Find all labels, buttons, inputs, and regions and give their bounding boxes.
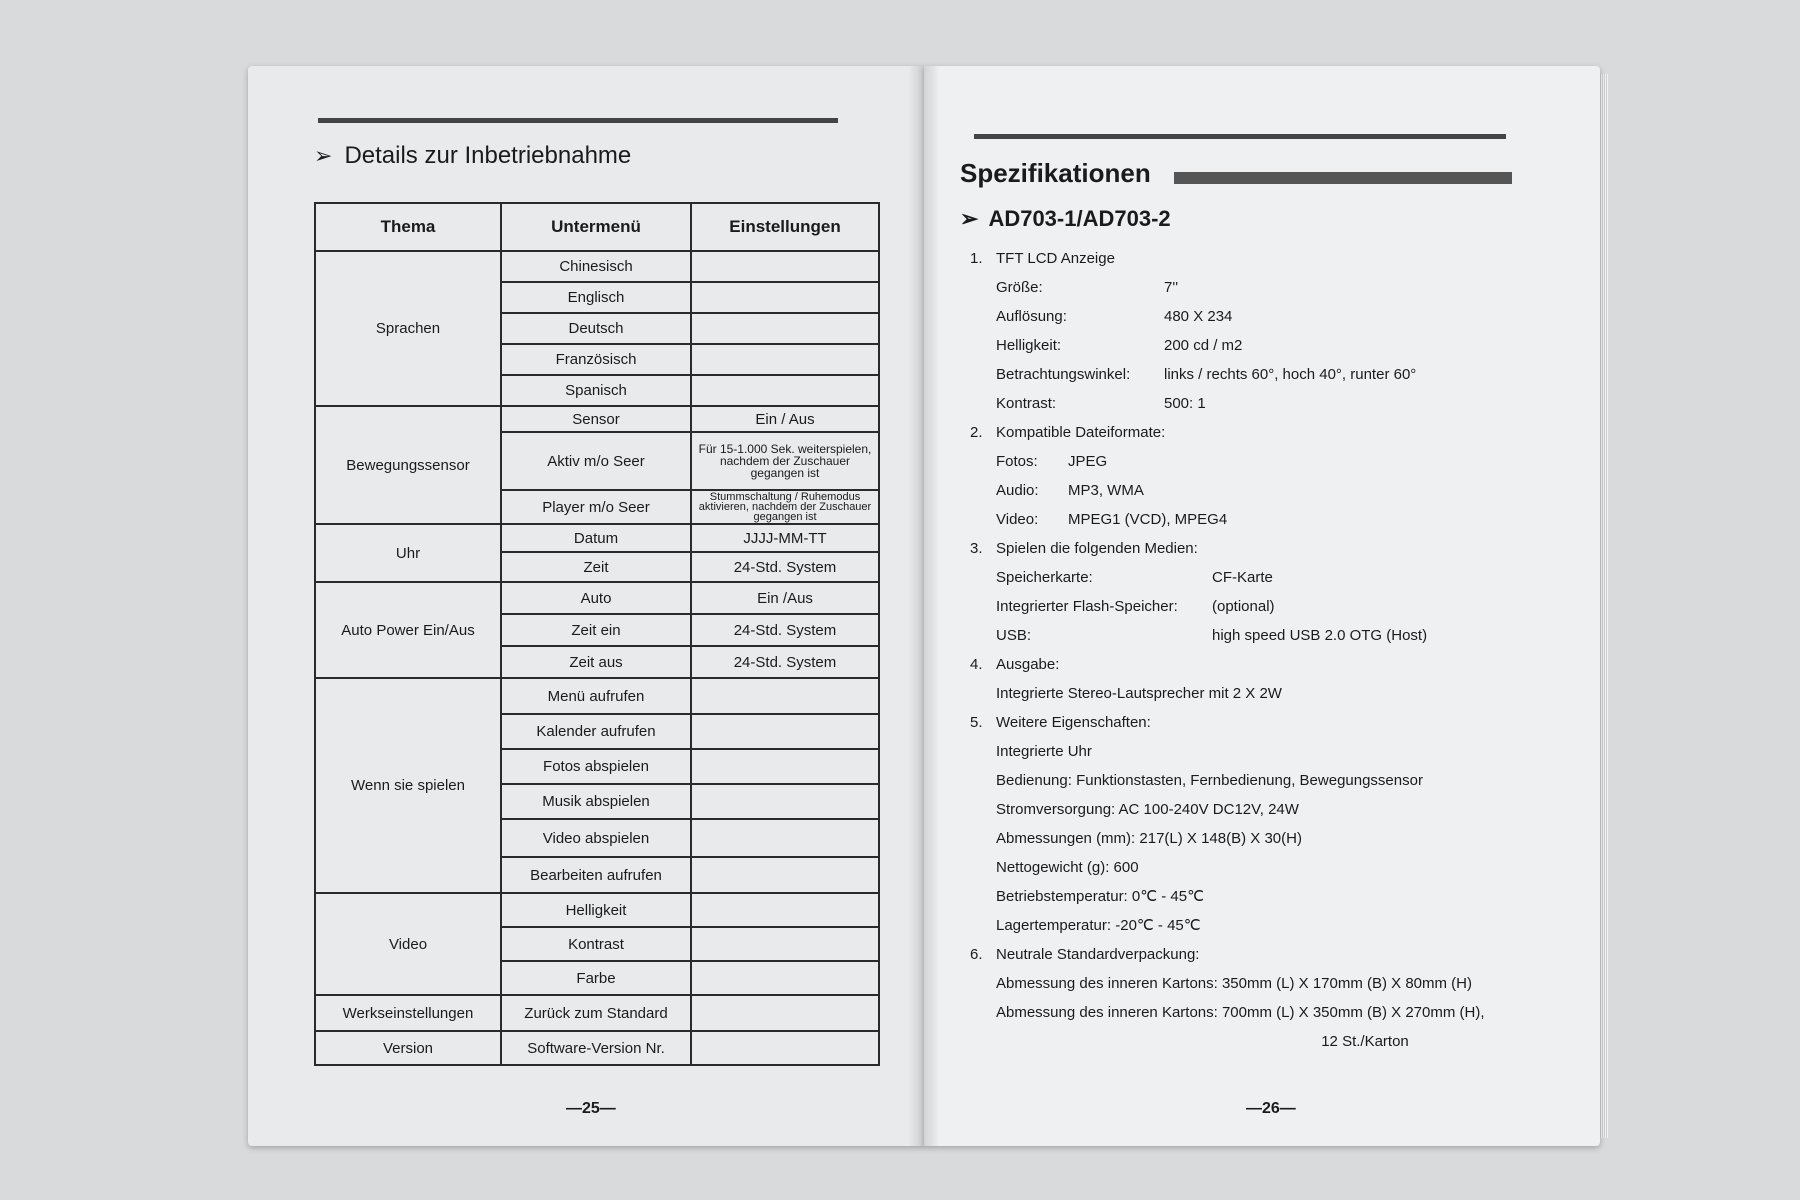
setting-cell: [691, 714, 879, 749]
settings-table: [314, 202, 880, 1066]
setting-cell: [691, 251, 879, 282]
submenu-cell: Aktiv m/o Seer: [501, 432, 691, 490]
submenu-cell: Helligkeit: [501, 893, 691, 927]
topic-cell: Bewegungssensor: [315, 406, 501, 524]
spec-section: [970, 244, 1570, 273]
setting-cell: [691, 961, 879, 995]
spec-row: [970, 360, 1570, 389]
spec-line: Nettogewicht (g): 600: [996, 859, 1139, 876]
page-number: —26—: [1246, 1100, 1296, 1117]
booklet: [248, 66, 1600, 1154]
submenu-cell: Deutsch: [501, 313, 691, 344]
spec-row: [970, 389, 1570, 418]
submenu-cell: Menü aufrufen: [501, 678, 691, 714]
arrow-bullet-icon: ➢: [314, 143, 333, 168]
spec-key: Betrachtungswinkel:: [996, 366, 1131, 383]
setting-cell: [691, 313, 879, 344]
spec-row: [970, 302, 1570, 331]
topic-cell: Auto Power Ein/Aus: [315, 582, 501, 678]
setting-cell: [691, 784, 879, 819]
section-title: Ausgabe:: [996, 656, 1060, 673]
section-number: 3.: [970, 540, 983, 557]
section-title: TFT LCD Anzeige: [996, 250, 1115, 267]
column-header: Thema: [315, 203, 501, 251]
spec-line: Integrierte Uhr: [996, 743, 1092, 760]
setting-cell: Stummschaltung / Ruhemodus aktivieren, nachdem der Zuschauer gegangen ist: [691, 490, 879, 524]
submenu-cell: Englisch: [501, 282, 691, 313]
top-rule: [318, 118, 838, 123]
spec-row: [970, 505, 1570, 534]
setting-cell: JJJJ-MM-TT: [691, 524, 879, 552]
spec-section: [970, 534, 1570, 563]
spec-key: Größe:: [996, 279, 1043, 296]
spec-section: [970, 708, 1570, 737]
topic-cell: Werkseinstellungen: [315, 995, 501, 1031]
section-number: 2.: [970, 424, 983, 441]
top-rule: [974, 134, 1506, 139]
section-title: Spielen die folgenden Medien:: [996, 540, 1198, 557]
spec-line: Betriebstemperatur: 0℃ - 45℃: [996, 888, 1204, 905]
submenu-cell: Zurück zum Standard: [501, 995, 691, 1031]
setting-cell: 24-Std. System: [691, 614, 879, 646]
spec-line: Integrierte Stereo-Lautsprecher mit 2 X 2W: [996, 685, 1282, 702]
spec-key: Auflösung:: [996, 308, 1067, 325]
spec-value: MP3, WMA: [1068, 482, 1144, 499]
right-page: [924, 66, 1600, 1146]
setting-cell: [691, 1031, 879, 1065]
model-name: AD703-1/AD703-2: [988, 206, 1171, 231]
spec-value: 7'': [1164, 279, 1179, 296]
setting-cell: [691, 749, 879, 784]
setting-cell: [691, 375, 879, 406]
table-row: [315, 995, 879, 1031]
left-page: [248, 66, 924, 1146]
setting-cell: [691, 282, 879, 313]
topic-cell: Uhr: [315, 524, 501, 582]
submenu-cell: Auto: [501, 582, 691, 614]
section-title: Kompatible Dateiformate:: [996, 424, 1166, 441]
setting-cell: [691, 893, 879, 927]
table-header-row: [315, 203, 879, 251]
spec-row: [970, 621, 1570, 650]
submenu-cell: Sensor: [501, 406, 691, 432]
spec-value: JPEG: [1068, 453, 1108, 470]
arrow-bullet-icon: ➢: [960, 206, 979, 231]
submenu-cell: Player m/o Seer: [501, 490, 691, 524]
submenu-cell: Zeit ein: [501, 614, 691, 646]
spec-row: [970, 592, 1570, 621]
spec-value: MPEG1 (VCD), MPEG4: [1068, 511, 1228, 528]
section-heading: [314, 142, 631, 170]
spec-section: [970, 650, 1570, 679]
spec-key: Kontrast:: [996, 395, 1057, 412]
page-edges: [1600, 74, 1608, 1138]
submenu-cell: Bearbeiten aufrufen: [501, 857, 691, 893]
spec-key: Video:: [996, 511, 1039, 528]
setting-cell: Ein / Aus: [691, 406, 879, 432]
submenu-cell: Zeit aus: [501, 646, 691, 678]
setting-cell: [691, 995, 879, 1031]
spec-value: 500: 1: [1164, 395, 1206, 412]
spec-key: Fotos:: [996, 453, 1038, 470]
submenu-cell: Kalender aufrufen: [501, 714, 691, 749]
submenu-cell: Datum: [501, 524, 691, 552]
setting-cell: 24-Std. System: [691, 552, 879, 582]
title-bar: [1174, 172, 1512, 184]
topic-cell: Version: [315, 1031, 501, 1065]
setting-cell: Ein /Aus: [691, 582, 879, 614]
submenu-cell: Französisch: [501, 344, 691, 375]
section-number: 1.: [970, 250, 983, 267]
spec-row: [970, 563, 1570, 592]
table-row: [315, 251, 879, 282]
heading-text: Details zur Inbetriebnahme: [344, 142, 632, 169]
section-title: Neutrale Standardverpackung:: [996, 946, 1200, 963]
spec-value: links / rechts 60°, hoch 40°, runter 60°: [1164, 366, 1417, 383]
topic-cell: Sprachen: [315, 251, 501, 406]
spec-key: USB:: [996, 627, 1032, 644]
submenu-cell: Farbe: [501, 961, 691, 995]
model-heading: [960, 206, 1171, 232]
spec-value: 200 cd / m2: [1164, 337, 1243, 354]
spec-line: Abmessung des inneren Kartons: 700mm (L) X 350mm (B) X 270mm (H),: [996, 1004, 1485, 1021]
topic-cell: Video: [315, 893, 501, 995]
table-row: [315, 1031, 879, 1065]
spec-key: Helligkeit:: [996, 337, 1062, 354]
spec-value: (optional): [1212, 598, 1275, 615]
section-number: 5.: [970, 714, 983, 731]
setting-cell: Für 15-1.000 Sek. weiterspielen, nachdem der Zuschauer gegangen ist: [691, 432, 879, 490]
submenu-cell: Spanisch: [501, 375, 691, 406]
spec-key: Speicherkarte:: [996, 569, 1093, 586]
spec-line: 12 St./Karton: [1321, 1033, 1409, 1050]
table-row: [315, 524, 879, 552]
page-title: Spezifikationen: [960, 158, 1151, 188]
table-row: [315, 678, 879, 714]
spec-section: [970, 940, 1570, 969]
spec-value: CF-Karte: [1212, 569, 1273, 586]
column-header: Einstellungen: [691, 203, 879, 251]
submenu-cell: Zeit: [501, 552, 691, 582]
table-row: [315, 893, 879, 927]
submenu-cell: Software-Version Nr.: [501, 1031, 691, 1065]
table-row: [315, 406, 879, 432]
spec-list: [970, 244, 1570, 1056]
setting-cell: [691, 927, 879, 961]
spec-key: Integrierter Flash-Speicher:: [996, 598, 1178, 615]
section-number: 4.: [970, 656, 983, 673]
spec-value: 480 X 234: [1164, 308, 1233, 325]
spec-row: [970, 273, 1570, 302]
table-row: [315, 582, 879, 614]
submenu-cell: Fotos abspielen: [501, 749, 691, 784]
column-header: Untermenü: [501, 203, 691, 251]
setting-cell: [691, 344, 879, 375]
spec-value: high speed USB 2.0 OTG (Host): [1212, 627, 1428, 644]
submenu-cell: Video abspielen: [501, 819, 691, 857]
spec-row: [970, 476, 1570, 505]
spec-line: Stromversorgung: AC 100-240V DC12V, 24W: [996, 801, 1299, 818]
submenu-cell: Kontrast: [501, 927, 691, 961]
section-number: 6.: [970, 946, 983, 963]
topic-cell: Wenn sie spielen: [315, 678, 501, 893]
book-fold: [908, 66, 940, 1146]
setting-cell: [691, 819, 879, 857]
spec-line: Abmessung des inneren Kartons: 350mm (L) X 170mm (B) X 80mm (H): [996, 975, 1473, 992]
spec-line: Abmessungen (mm): 217(L) X 148(B) X 30(H): [996, 830, 1302, 847]
section-title: Weitere Eigenschaften:: [996, 714, 1151, 731]
spec-row: [970, 331, 1570, 360]
setting-cell: [691, 678, 879, 714]
setting-cell: 24-Std. System: [691, 646, 879, 678]
submenu-cell: Musik abspielen: [501, 784, 691, 819]
spec-key: Audio:: [996, 482, 1039, 499]
spec-line: Bedienung: Funktionstasten, Fernbedienung, Bewegungssensor: [996, 772, 1423, 789]
page-number: —25—: [566, 1100, 616, 1117]
submenu-cell: Chinesisch: [501, 251, 691, 282]
spec-line: Lagertemperatur: -20℃ - 45℃: [996, 917, 1201, 934]
spec-section: [970, 418, 1570, 447]
spec-row: [970, 447, 1570, 476]
setting-cell: [691, 857, 879, 893]
